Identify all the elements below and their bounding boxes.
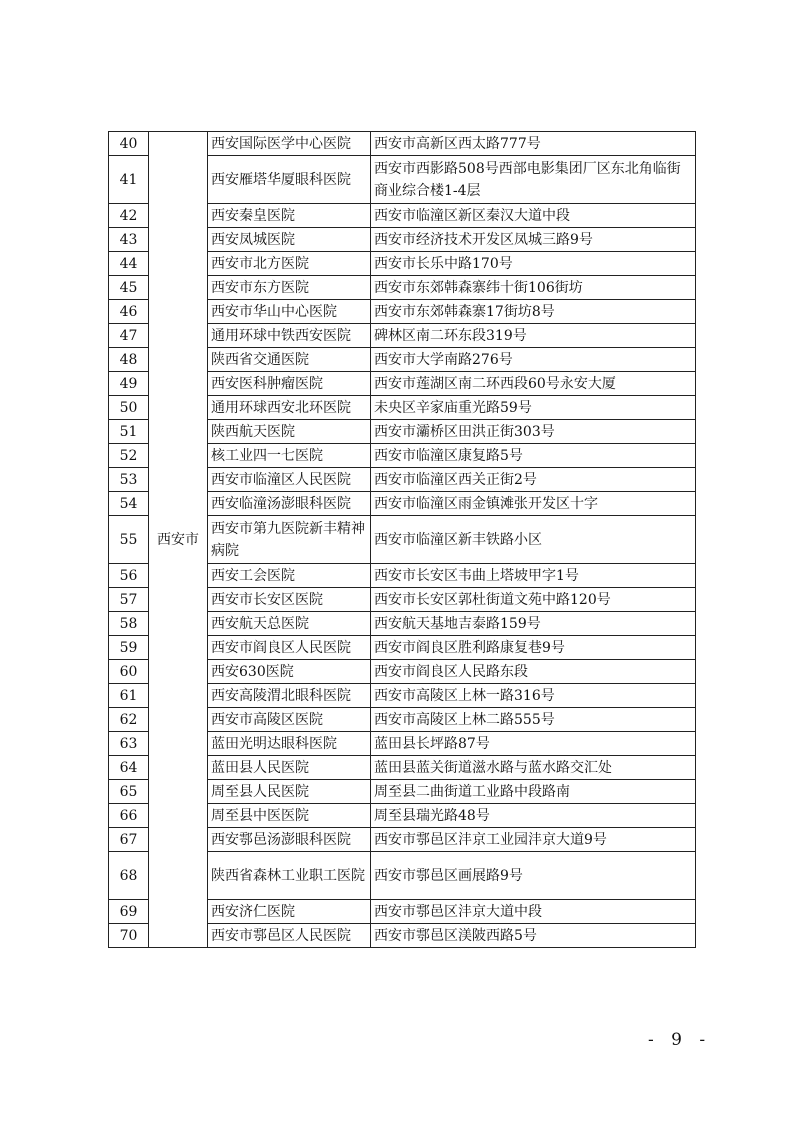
row-number: 55 xyxy=(109,516,149,564)
hospital-name: 西安国际医学中心医院 xyxy=(208,132,371,156)
page-number: - 9 - xyxy=(648,1030,712,1050)
row-number: 44 xyxy=(109,252,149,276)
row-number: 43 xyxy=(109,228,149,252)
hospital-address: 西安市灞桥区田洪正街303号 xyxy=(371,420,696,444)
hospital-address: 西安市高新区西太路777号 xyxy=(371,132,696,156)
hospital-name: 西安雁塔华厦眼科医院 xyxy=(208,156,371,204)
row-number: 42 xyxy=(109,204,149,228)
row-number: 67 xyxy=(109,828,149,852)
row-number: 59 xyxy=(109,636,149,660)
row-number: 49 xyxy=(109,372,149,396)
hospital-address: 西安市阎良区胜利路康复巷9号 xyxy=(371,636,696,660)
hospital-address: 西安市高陵区上林二路555号 xyxy=(371,708,696,732)
hospital-name: 陕西省森林工业职工医院 xyxy=(208,852,371,900)
hospital-address: 西安市莲湖区南二环西段60号永安大厦 xyxy=(371,372,696,396)
hospital-name: 陕西航天医院 xyxy=(208,420,371,444)
hospital-name: 西安临潼汤澎眼科医院 xyxy=(208,492,371,516)
hospital-address: 西安市高陵区上林一路316号 xyxy=(371,684,696,708)
row-number: 65 xyxy=(109,780,149,804)
hospital-address: 周至县瑞光路48号 xyxy=(371,804,696,828)
row-number: 62 xyxy=(109,708,149,732)
hospital-address: 蓝田县蓝关街道滋水路与蓝水路交汇处 xyxy=(371,756,696,780)
hospital-list-table xyxy=(108,131,696,948)
row-number: 40 xyxy=(109,132,149,156)
row-number: 50 xyxy=(109,396,149,420)
row-number: 56 xyxy=(109,564,149,588)
row-number: 47 xyxy=(109,324,149,348)
hospital-name: 西安市北方医院 xyxy=(208,252,371,276)
hospital-name: 西安航天总医院 xyxy=(208,612,371,636)
hospital-name: 西安630医院 xyxy=(208,660,371,684)
hospital-address: 西安航天基地吉泰路159号 xyxy=(371,612,696,636)
hospital-address: 西安市长安区郭杜街道文苑中路120号 xyxy=(371,588,696,612)
hospital-address: 西安市鄠邑区沣京大道中段 xyxy=(371,900,696,924)
hospital-name: 西安秦皇医院 xyxy=(208,204,371,228)
row-number: 66 xyxy=(109,804,149,828)
row-number: 52 xyxy=(109,444,149,468)
row-number: 70 xyxy=(109,924,149,948)
hospital-address: 蓝田县长坪路87号 xyxy=(371,732,696,756)
row-number: 63 xyxy=(109,732,149,756)
hospital-address: 西安市鄠邑区画展路9号 xyxy=(371,852,696,900)
hospital-name: 蓝田光明达眼科医院 xyxy=(208,732,371,756)
hospital-address: 西安市临潼区新丰铁路小区 xyxy=(371,516,696,564)
hospital-name: 西安医科肿瘤医院 xyxy=(208,372,371,396)
table-body xyxy=(109,132,696,948)
hospital-name: 西安市鄠邑区人民医院 xyxy=(208,924,371,948)
hospital-address: 西安市临潼区康复路5号 xyxy=(371,444,696,468)
hospital-name: 西安市第九医院新丰精神病院 xyxy=(208,516,371,564)
hospital-name: 西安市阎良区人民医院 xyxy=(208,636,371,660)
hospital-address: 西安市临潼区新区秦汉大道中段 xyxy=(371,204,696,228)
row-number: 61 xyxy=(109,684,149,708)
hospital-name: 陕西省交通医院 xyxy=(208,348,371,372)
hospital-name: 核工业四一七医院 xyxy=(208,444,371,468)
hospital-address: 西安市长乐中路170号 xyxy=(371,252,696,276)
hospital-name: 西安市长安区医院 xyxy=(208,588,371,612)
row-number: 60 xyxy=(109,660,149,684)
row-number: 45 xyxy=(109,276,149,300)
row-number: 57 xyxy=(109,588,149,612)
row-number: 48 xyxy=(109,348,149,372)
hospital-name: 西安济仁医院 xyxy=(208,900,371,924)
row-number: 41 xyxy=(109,156,149,204)
hospital-name: 西安市临潼区人民医院 xyxy=(208,468,371,492)
table-row xyxy=(109,132,696,156)
hospital-address: 西安市临潼区雨金镇滩张开发区十字 xyxy=(371,492,696,516)
hospital-address: 周至县二曲街道工业路中段路南 xyxy=(371,780,696,804)
hospital-address: 未央区辛家庙重光路59号 xyxy=(371,396,696,420)
hospital-address: 西安市西影路508号西部电影集团厂区东北角临街商业综合楼1-4层 xyxy=(371,156,696,204)
hospital-name: 周至县中医医院 xyxy=(208,804,371,828)
hospital-name: 西安市东方医院 xyxy=(208,276,371,300)
hospital-name: 西安工会医院 xyxy=(208,564,371,588)
row-number: 64 xyxy=(109,756,149,780)
row-number: 46 xyxy=(109,300,149,324)
row-number: 69 xyxy=(109,900,149,924)
hospital-name: 西安市华山中心医院 xyxy=(208,300,371,324)
hospital-address: 西安市东郊韩森寨纬十街106街坊 xyxy=(371,276,696,300)
hospital-name: 通用环球中铁西安医院 xyxy=(208,324,371,348)
row-number: 54 xyxy=(109,492,149,516)
hospital-address: 西安市临潼区西关正街2号 xyxy=(371,468,696,492)
hospital-address: 西安市鄠邑区渼陂西路5号 xyxy=(371,924,696,948)
hospital-address: 西安市大学南路276号 xyxy=(371,348,696,372)
hospital-name: 西安高陵渭北眼科医院 xyxy=(208,684,371,708)
row-number: 68 xyxy=(109,852,149,900)
hospital-address: 西安市阎良区人民路东段 xyxy=(371,660,696,684)
hospital-name: 周至县人民医院 xyxy=(208,780,371,804)
hospital-name: 西安市高陵区医院 xyxy=(208,708,371,732)
row-number: 58 xyxy=(109,612,149,636)
hospital-address: 西安市长安区韦曲上塔坡甲字1号 xyxy=(371,564,696,588)
hospital-address: 西安市经济技术开发区凤城三路9号 xyxy=(371,228,696,252)
row-number: 51 xyxy=(109,420,149,444)
hospital-address: 西安市鄠邑区沣京工业园沣京大道9号 xyxy=(371,828,696,852)
hospital-name: 蓝田县人民医院 xyxy=(208,756,371,780)
hospital-name: 通用环球西安北环医院 xyxy=(208,396,371,420)
row-number: 53 xyxy=(109,468,149,492)
hospital-name: 西安鄠邑汤澎眼科医院 xyxy=(208,828,371,852)
city-cell: 西安市 xyxy=(149,132,208,948)
hospital-name: 西安凤城医院 xyxy=(208,228,371,252)
hospital-address: 碑林区南二环东段319号 xyxy=(371,324,696,348)
hospital-address: 西安市东郊韩森寨17街坊8号 xyxy=(371,300,696,324)
